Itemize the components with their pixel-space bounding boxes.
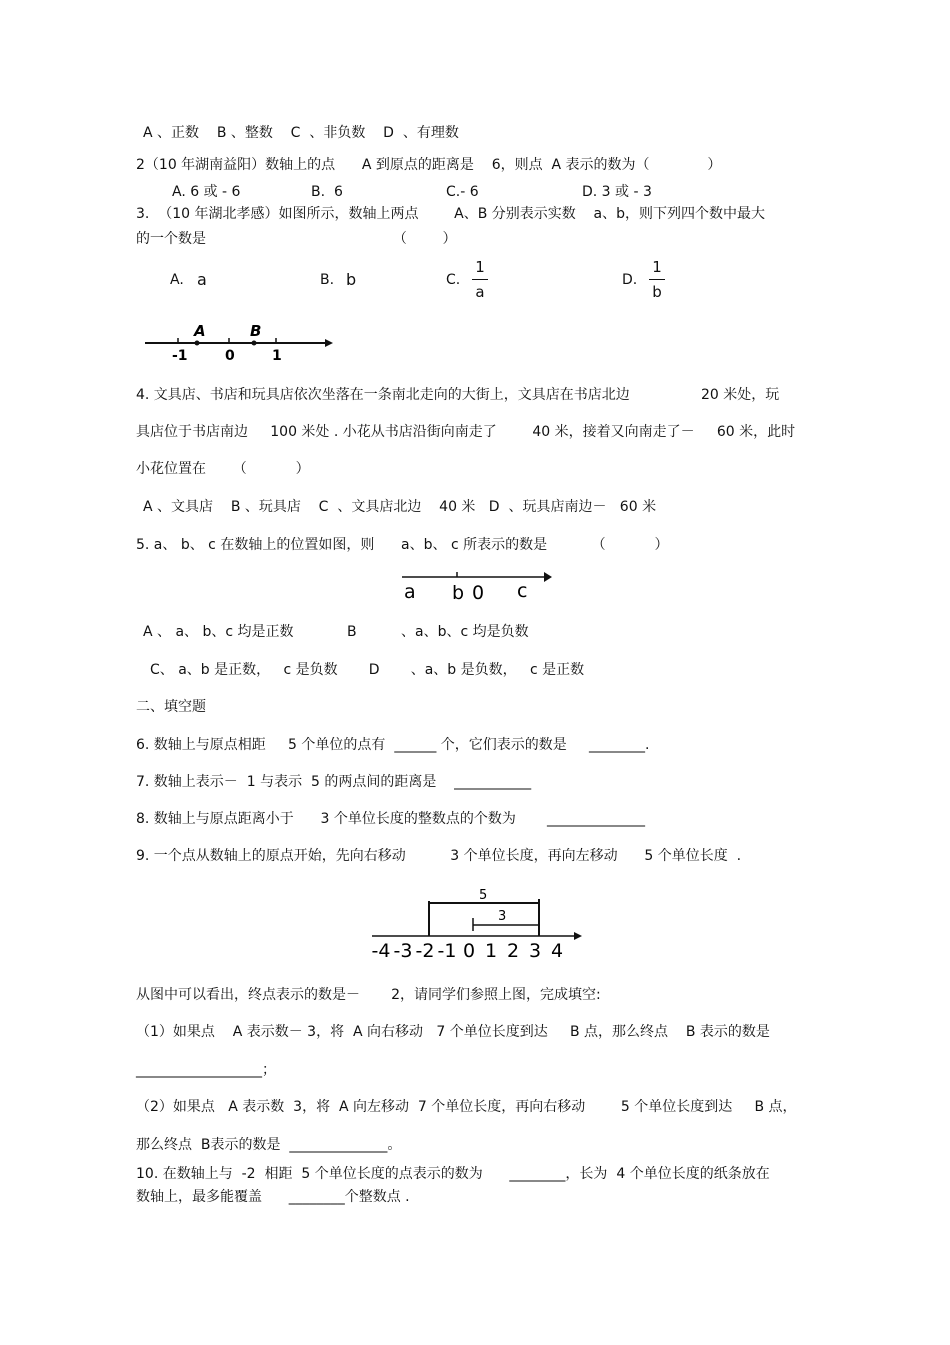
axis-arrow <box>574 932 582 940</box>
tick-label: 2 <box>506 940 520 962</box>
label-c: c <box>517 580 528 602</box>
fraction-denominator: a <box>475 283 485 301</box>
q3-stem-line2: 的一个数是 （ ） <box>136 231 457 247</box>
tick-label: 0 <box>462 940 476 962</box>
tick-label: -4 <box>371 940 391 962</box>
q9-part2-line2: 那么终点 B表示的数是 ______________。 <box>136 1137 402 1153</box>
q2-option-a: A. 6 或 - 6 <box>172 184 241 200</box>
q9-stem: 9. 一个点从数轴上的原点开始，先向右移动 3 个单位长度，再向左移动 5 个单位长度 . <box>136 848 742 864</box>
q3-option-d-fraction <box>649 258 665 301</box>
q4-line3: 小花位置在 （ ） <box>136 461 310 477</box>
length-3-label: 3 <box>498 909 507 924</box>
section-2-heading: 二、填空题 <box>136 699 206 715</box>
q4-options: A 、文具店 B 、玩具店 C 、文具店北边 40 米 D 、玩具店南边－ 60 米 <box>143 499 657 515</box>
q10-line2: 数轴上，最多能覆盖 ________个整数点 . <box>136 1189 410 1205</box>
q9-part1-line2: __________________； <box>136 1062 276 1078</box>
q6: 6. 数轴上与原点相距 5 个单位的点有 ______ 个，它们表示的数是 ________. <box>136 737 650 753</box>
q2-option-d: D. 3 或 - 3 <box>582 184 652 200</box>
tick-label: 4 <box>550 940 564 962</box>
q5-options-cd: C、 a、b 是正数， c 是负数 D 、a、b 是负数， c 是正数 <box>150 662 585 678</box>
point-a-dot <box>195 341 200 346</box>
q2-option-b: B. 6 <box>311 184 343 200</box>
q2-stem: 2（10 年湖南益阳）数轴上的点 A 到原点的距离是 6，则点 A 表示的数为（ ） <box>136 157 722 173</box>
tick-label-0: 0 <box>225 348 235 364</box>
q4-line2: 具店位于书店南边 100 米处 . 小花从书店沿街向南走了 40 米，接着又向南走了－ 60 米，此时 <box>136 424 796 440</box>
q3-stem-line1: 3. （10 年湖北孝感）如图所示，数轴上两点 A、B 分别表示实数 a、b，则下列四个数中最大 <box>136 206 766 222</box>
q9-part1-line1: （1）如果点 A 表示数－ 3，将 A 向右移动 7 个单位长度到达 B 点，那么终点 B 表示的数是 <box>136 1024 770 1040</box>
q3-option-c-fraction <box>472 258 488 301</box>
point-a-label: A <box>194 322 206 340</box>
q3-option-d-label: D. <box>622 272 638 288</box>
point-b-dot <box>252 341 257 346</box>
tick-label: -3 <box>393 940 413 962</box>
q4-line1: 4. 文具店、书店和玩具店依次坐落在一条南北走向的大街上，文具店在书店北边 20 米处，玩 <box>136 387 780 403</box>
length-5-label: 5 <box>479 888 488 903</box>
q3-option-b-value: b <box>346 270 357 289</box>
axis-arrow <box>544 572 552 582</box>
q9-number-line-figure <box>368 885 588 965</box>
tick-label: 1 <box>484 940 498 962</box>
q3-option-a-value: a <box>197 270 207 289</box>
fraction-denominator: b <box>652 283 662 301</box>
q7: 7. 数轴上表示－ 1 与表示 5 的两点间的距离是 ___________ <box>136 774 532 790</box>
q5-stem: 5. a、 b、 c 在数轴上的位置如图，则 a、b、 c 所表示的数是 （ ） <box>136 537 669 553</box>
q3-option-b-label: B. <box>320 272 335 288</box>
point-b-label: B <box>250 322 262 340</box>
tick-labels <box>372 940 564 962</box>
q3-option-c-label: C. <box>446 272 461 288</box>
q2-option-c: C.- 6 <box>446 184 479 200</box>
q5-number-line-figure <box>398 566 558 606</box>
fraction-numerator: 1 <box>475 258 485 276</box>
q5-options-ab: A 、 a、 b、c 均是正数 B 、a、b、c 均是负数 <box>143 624 529 640</box>
tick-label-1: 1 <box>272 348 282 364</box>
tick-label: 3 <box>528 940 542 962</box>
label-b: b <box>452 582 465 604</box>
fraction-numerator: 1 <box>652 258 662 276</box>
fraction-bar <box>472 279 488 280</box>
q10-line1: 10. 在数轴上与 -2 相距 5 个单位长度的点表示的数为 ________，长为 4 个单位长度的纸条放在 <box>136 1166 770 1182</box>
q3-option-a-label: A. <box>170 272 184 288</box>
tick-label: -1 <box>437 940 457 962</box>
q9-after-text: 从图中可以看出，终点表示的数是－ 2，请同学们参照上图，完成填空: <box>136 987 601 1003</box>
q3-number-line-figure <box>140 322 340 370</box>
label-zero: 0 <box>472 582 485 604</box>
label-a: a <box>404 581 416 603</box>
axis-arrow <box>325 339 333 347</box>
q8: 8. 数轴上与原点距离小于 3 个单位长度的整数点的个数为 ______________ <box>136 811 646 827</box>
q9-part2-line1: （2）如果点 A 表示数 3，将 A 向左移动 7 个单位长度，再向右移动 5 个单位长度到达 B 点， <box>136 1099 797 1115</box>
tick-label: -2 <box>415 940 435 962</box>
q1-options: A 、正数 B 、整数 C 、非负数 D 、有理数 <box>143 125 459 141</box>
tick-label-neg1: -1 <box>172 348 188 364</box>
fraction-bar <box>649 279 665 280</box>
